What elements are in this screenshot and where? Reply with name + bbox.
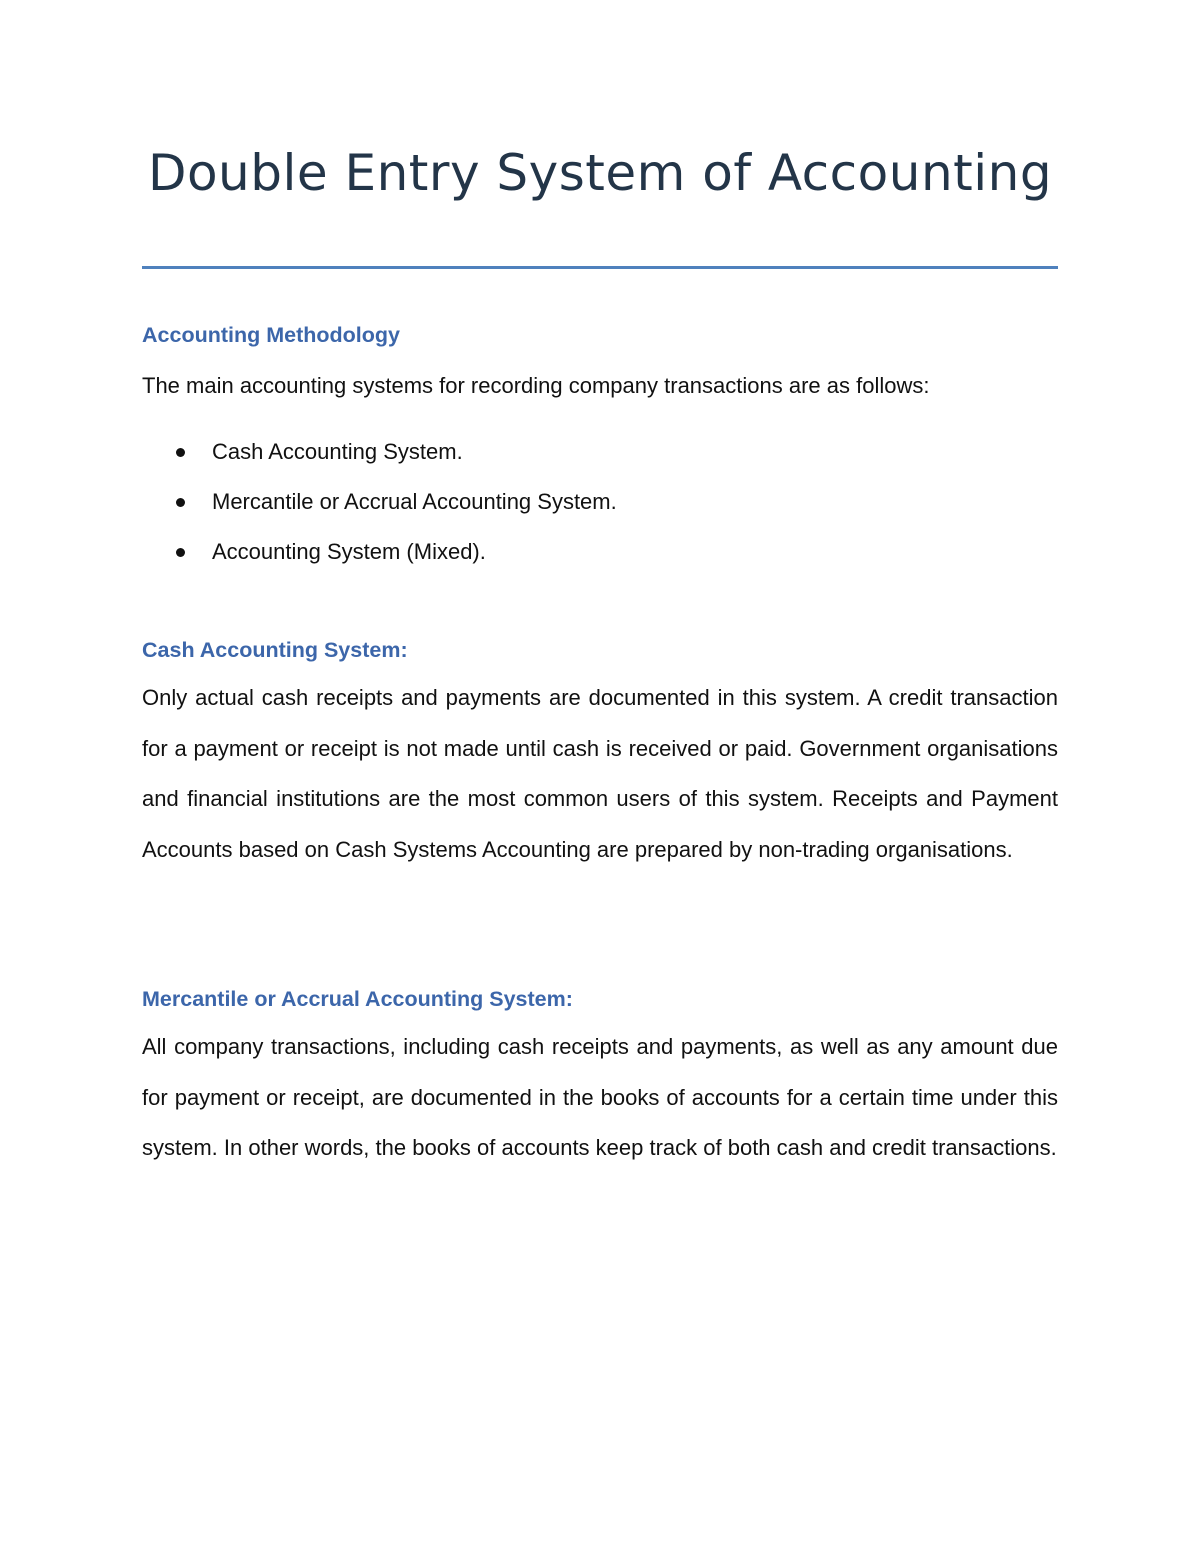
cash-accounting-paragraph: Only actual cash receipts and payments are documented in this system. A credit transaction for a payment or receipt is not made until cash is received or paid. Government organisations and financial institutions are the most common users of this system. Receipts and Payment Accounts based on Cash Systems Accounting are prepared by non-trading organisations.: [142, 685, 1058, 862]
section-intro-paragraph: The main accounting systems for recording company transactions are as follows:: [142, 373, 930, 398]
mercantile-accounting-paragraph: All company transactions, including cash receipts and payments, as well as any amount due for payment or receipt, are documented in the books of accounts for a certain time under this system. In other words, the books of accounts keep track of both cash and credit transactions.: [142, 1034, 1058, 1160]
section-heading-mercantile-accrual-system: Mercantile or Accrual Accounting System:: [142, 987, 573, 1011]
bullet-icon: [176, 498, 185, 507]
section-heading-cash-accounting-system: Cash Accounting System:: [142, 638, 408, 662]
bullet-icon: [176, 448, 185, 457]
document-title: Double Entry System of Accounting: [147, 144, 1053, 202]
title-underline-rule: [142, 266, 1058, 269]
section-heading-accounting-methodology: Accounting Methodology: [142, 323, 400, 347]
list-item-text: Mercantile or Accrual Accounting System.: [212, 489, 617, 514]
list-item-text: Accounting System (Mixed).: [212, 539, 486, 564]
bullet-icon: [176, 548, 185, 557]
list-item-text: Cash Accounting System.: [212, 439, 463, 464]
